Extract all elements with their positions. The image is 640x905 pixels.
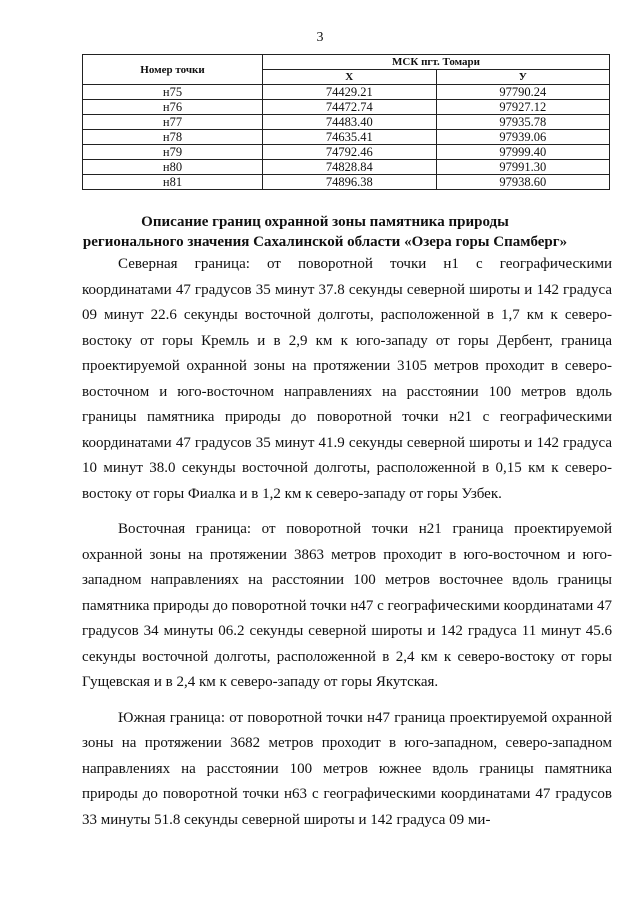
header-point-number: Номер точки: [83, 55, 263, 85]
x-cell: 74635.41: [263, 130, 437, 145]
south-boundary-paragraph: Южная граница: от поворотной точки н47 граница проектируемой охранной зоны на протяжении 3682 метров проходит в юго-западном, северо-западном направлениях на расстоянии 100 метров южнее вдоль границы памятника природы до поворотной точки н63 с географическими координатами 47 градусов 33 минуты 51.8 секунды северной широты и 142 градуса 09 ми-: [82, 709, 612, 828]
table-row: [83, 115, 610, 130]
heading-line: Описание границ охранной зоны памятника природы: [141, 214, 509, 230]
point-cell: н76: [83, 100, 263, 115]
y-cell: 97927.12: [436, 100, 610, 115]
point-cell: н80: [83, 160, 263, 175]
coordinates-table: [82, 54, 610, 190]
header-coordinate-system: МСК пгт. Томари: [263, 55, 610, 70]
table-row: [83, 85, 610, 100]
point-cell: н78: [83, 130, 263, 145]
x-cell: 74483.40: [263, 115, 437, 130]
north-boundary-paragraph: Северная граница: от поворотной точки н1 с географическими координатами 47 градусов 35 минут 37.8 секунды северной широты и 142 градуса 09 минут 22.6 секунды восточной долготы, расположенной в 1,7 км к северо-востоку от горы Кремль и в 2,9 км к юго-западу от горы Дербент, граница проектируемой охранной зоны на протяжении 3105 метров проходит в северо-восточном и юго-восточном направлениях на расстоянии 100 метров вдоль границы памятника природы до поворотной точки н21 с географическими координатами 47 градусов 35 минут 41.9 секунды северной широты и 142 градуса 10 минут 38.0 секунды восточной долготы, расположенной в 0,15 км к северо-востоку от горы Фиалка и в 1,2 км к северо-западу от горы Узбек.: [82, 256, 612, 502]
y-cell: 97999.40: [436, 145, 610, 160]
x-cell: 74896.38: [263, 175, 437, 190]
header-y: У: [436, 70, 610, 85]
page-number: 3: [316, 30, 324, 45]
x-cell: 74828.84: [263, 160, 437, 175]
y-cell: 97935.78: [436, 115, 610, 130]
table-row: [83, 160, 610, 175]
point-cell: н77: [83, 115, 263, 130]
header-x: X: [263, 70, 437, 85]
section-heading: [40, 212, 610, 252]
table-row: [83, 145, 610, 160]
y-cell: 97991.30: [436, 160, 610, 175]
y-cell: 97790.24: [436, 85, 610, 100]
point-cell: н79: [83, 145, 263, 160]
y-cell: 97938.60: [436, 175, 610, 190]
point-cell: н75: [83, 85, 263, 100]
point-cell: н81: [83, 175, 263, 190]
y-cell: 97939.06: [436, 130, 610, 145]
x-cell: 74472.74: [263, 100, 437, 115]
table-row: [83, 130, 610, 145]
x-cell: 74429.21: [263, 85, 437, 100]
table-row: [83, 175, 610, 190]
x-cell: 74792.46: [263, 145, 437, 160]
table-row: [83, 100, 610, 115]
document-body: [82, 252, 612, 843]
heading-line: регионального значения Сахалинской области «Озера горы Спамберг»: [82, 234, 568, 250]
east-boundary-paragraph: Восточная граница: от поворотной точки н21 граница проектируемой охранной зоны на протяжении 3863 метров проходит в юго-восточном и юго-западном направлениях на расстоянии 100 метров восточнее вдоль границы памятника природы до поворотной точки н47 с географическими координатами 47 градусов 34 минуты 06.2 секунды северной широты и 142 градуса 11 минут 45.6 секунды восточной долготы, расположенной в 2,4 км к северо-востоку от горы Гущевская и в 2,4 км к северо-западу от горы Якутская.: [82, 521, 612, 690]
